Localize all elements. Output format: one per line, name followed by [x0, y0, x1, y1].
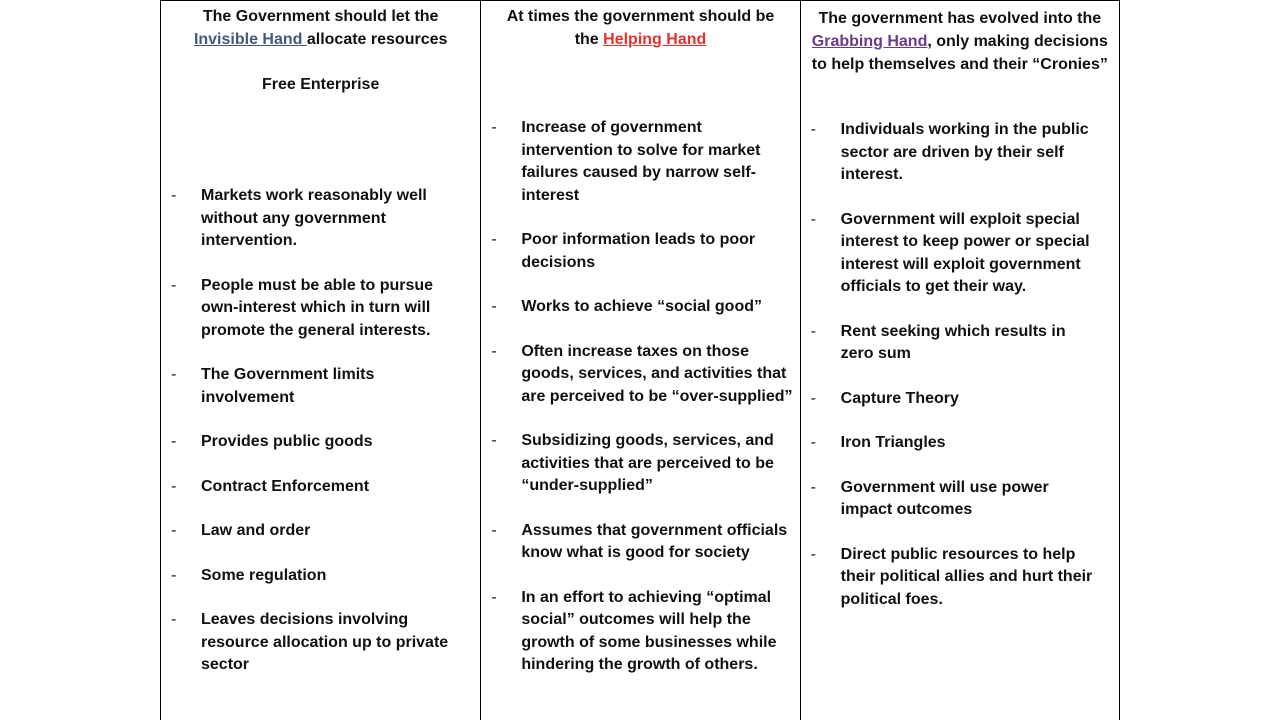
column-header [801, 1, 1119, 76]
column-grabbing-hand [800, 1, 1119, 720]
helping-hand-link[interactable]: Helping Hand [603, 31, 707, 48]
list-item [481, 296, 793, 319]
bullet-dash: - [171, 366, 177, 383]
list-item [801, 432, 1101, 455]
bullet-dash: - [491, 432, 497, 449]
bullet-dash: - [810, 434, 816, 451]
bullet-text: Often increase taxes on those goods, services, and activities that are perceived to be “over-supplied” [521, 342, 793, 405]
list-item [801, 321, 1101, 366]
header-text: allocate resources [306, 31, 448, 48]
bullet-dash: - [171, 611, 177, 628]
list-item [481, 117, 793, 207]
header-text: , only making decisions [927, 33, 1108, 50]
bullet-text: Assumes that government officials know what is good for society [521, 521, 788, 561]
bullet-dash: - [491, 342, 497, 360]
bullet-text: Government will exploit special interest to keep power or special interest will exploit government officials to get their way. [840, 210, 1090, 295]
list-item [161, 609, 461, 677]
list-item [481, 341, 793, 409]
bullet-list [801, 119, 1101, 633]
list-item [481, 229, 793, 274]
list-item [481, 520, 793, 565]
header-line: At times the government should be [506, 8, 775, 25]
column-helping-hand [480, 1, 799, 720]
bullet-text: Works to achieve “social good” [521, 298, 762, 315]
bullet-dash: - [491, 298, 497, 315]
bullet-dash: - [810, 478, 816, 496]
bullet-text: Law and order [201, 522, 311, 539]
bullet-text: Rent seeking which results in zero sum [840, 322, 1066, 362]
invisible-hand-link[interactable]: Invisible Hand [193, 31, 307, 48]
bullet-text: Individuals working in the public sector are driven by their self interest. [840, 121, 1089, 183]
comparison-table [160, 0, 1120, 720]
bullet-dash: - [810, 210, 816, 228]
column-subtitle: Free Enterprise [261, 76, 380, 93]
bullet-dash: - [171, 276, 177, 294]
list-item [801, 388, 1101, 411]
bullet-text: People must be able to pursue own-interest which in turn will promote the general interests. [201, 276, 434, 339]
bullet-text: The Government limits involvement [201, 366, 375, 406]
bullet-dash: - [171, 433, 177, 450]
bullet-dash: - [491, 119, 497, 136]
bullet-text: Subsidizing goods, services, and activities that are perceived to be “under-supplied” [521, 432, 774, 494]
bullet-text: Contract Enforcement [201, 477, 370, 495]
list-item [481, 587, 793, 677]
bullet-text: Capture Theory [840, 389, 959, 407]
list-item [161, 185, 461, 253]
bullet-list [481, 117, 793, 699]
column-header [481, 1, 799, 51]
list-item [801, 209, 1101, 299]
bullet-text: Poor information leads to poor decisions [521, 231, 756, 271]
bullet-text: In an effort to achieving “optimal social” outcomes will help the growth of some businesses while hindering the growth of others. [521, 588, 777, 673]
bullet-dash: - [171, 566, 177, 584]
column-header [161, 1, 480, 96]
list-item [481, 430, 793, 498]
grabbing-hand-link[interactable]: Grabbing Hand [811, 33, 928, 50]
bullet-text: Direct public resources to help their political allies and hurt their political foes. [840, 545, 1093, 608]
column-invisible-hand [161, 1, 480, 720]
list-item [801, 544, 1101, 612]
bullet-text: Provides public goods [201, 433, 373, 450]
bullet-dash: - [171, 477, 177, 495]
bullet-dash: - [491, 521, 497, 539]
list-item [161, 476, 461, 499]
bullet-dash: - [491, 588, 497, 606]
list-item [161, 565, 461, 588]
bullet-text: Markets work reasonably well without any government intervention. [201, 187, 427, 249]
bullet-dash: - [810, 389, 816, 407]
bullet-dash: - [491, 231, 497, 248]
bullet-text: Some regulation [201, 566, 327, 584]
list-item [161, 364, 461, 409]
list-item [161, 275, 461, 343]
bullet-dash: - [171, 522, 177, 539]
list-item [801, 119, 1101, 187]
bullet-dash: - [810, 545, 816, 563]
header-line: to help themselves and their “Cronies” [811, 56, 1108, 73]
bullet-text: Increase of government intervention to solve for market failures caused by narrow self-interest [521, 119, 761, 204]
bullet-dash: - [171, 187, 177, 204]
list-item [161, 431, 461, 454]
bullet-text: Leaves decisions involving resource allocation up to private sector [201, 611, 449, 673]
bullet-dash: - [810, 322, 816, 340]
bullet-text: Government will use power impact outcomes [840, 478, 1049, 518]
bullet-dash: - [810, 121, 816, 138]
header-line: The Government should let the [202, 8, 439, 25]
list-item [801, 477, 1101, 522]
list-item [161, 520, 461, 543]
bullet-list [161, 185, 461, 699]
header-text: the [574, 31, 604, 48]
header-line: The government has evolved into the [818, 10, 1102, 27]
bullet-text: Iron Triangles [840, 434, 946, 451]
